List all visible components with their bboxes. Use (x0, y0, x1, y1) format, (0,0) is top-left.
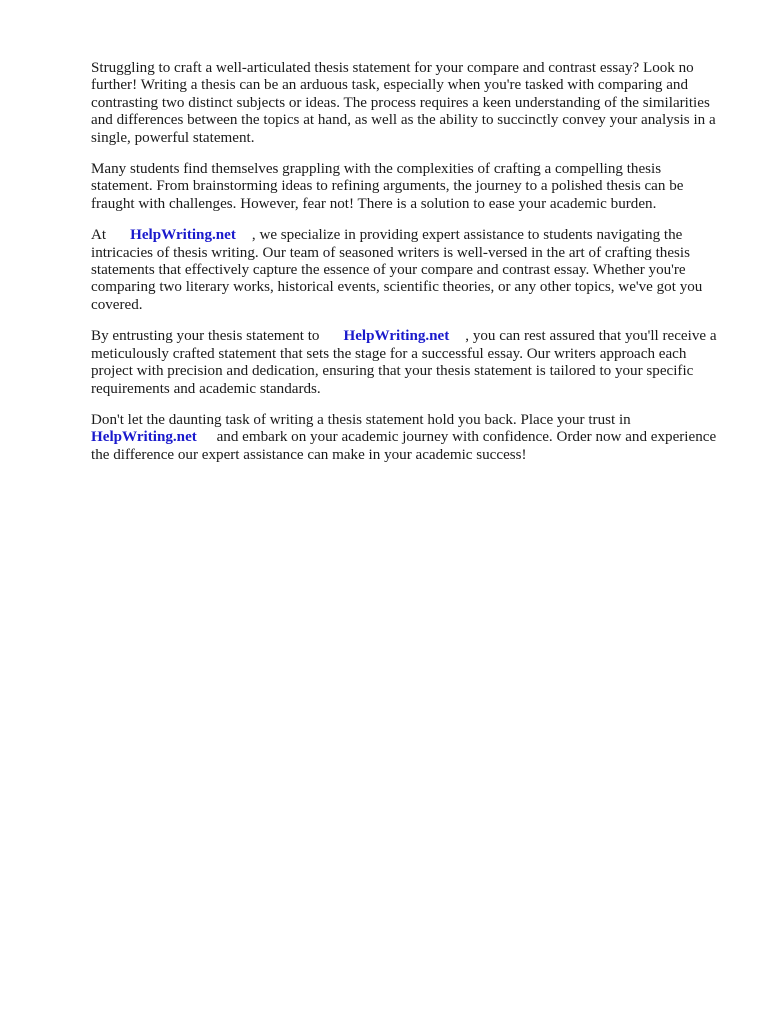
paragraph-intro: Struggling to craft a well-articulated thesis statement for your compare and contrast essay? Look no further! Writing a thesis can be an arduous task, especially when you're tasked with comparing and contrasting two distinct subjects or ideas. The process requires a keen understanding of the similarities and differences between the topics at hand, as well as the ability to succinctly convey your analysis in a single, powerful statement. (91, 60, 716, 146)
helpwriting-link[interactable]: HelpWriting.net (343, 328, 450, 345)
paragraph-closing-rest: and embark on your academic journey with confidence. Order now and experience the difference our expert assistance can make in your academic success! (91, 429, 717, 463)
paragraph-closing (91, 412, 723, 464)
paragraph-entrust-lead: By entrusting your thesis statement to (91, 328, 320, 345)
paragraph-challenges: Many students find themselves grappling with the complexities of crafting a compelling thesis statement. From brainstorming ideas to refining arguments, the journey to a polished thesis can be fraught with challenges. However, fear not! There is a solution to ease your academic burden. (91, 161, 684, 212)
document-body (91, 60, 723, 478)
paragraph-service-lead: At (91, 227, 107, 244)
paragraph-entrust-rest: , you can rest assured that you'll receive a meticulously crafted statement that sets the stage for a successful essay. Our writers approach each project with precision and dedication, ensuring that your thesis statement is tailored to your specific requirements and academic standards. (91, 328, 717, 397)
paragraph-service-rest: , we specialize in providing expert assistance to students navigating the intricacies of thesis writing. Our team of seasoned writers is well-versed in the art of crafting thesis statements that effectively capture the essence of your compare and contrast essay. Whether you're comparing two literary works, historical events, scientific theories, or any other topics, we've got you covered. (91, 227, 703, 313)
paragraph-entrust (91, 328, 723, 398)
paragraph-service (91, 227, 723, 314)
helpwriting-link[interactable]: HelpWriting.net (91, 429, 197, 446)
paragraph-closing-lead: Don't let the daunting task of writing a thesis statement hold you back. Place your trust in (91, 411, 631, 428)
helpwriting-link[interactable]: HelpWriting.net (130, 227, 236, 244)
